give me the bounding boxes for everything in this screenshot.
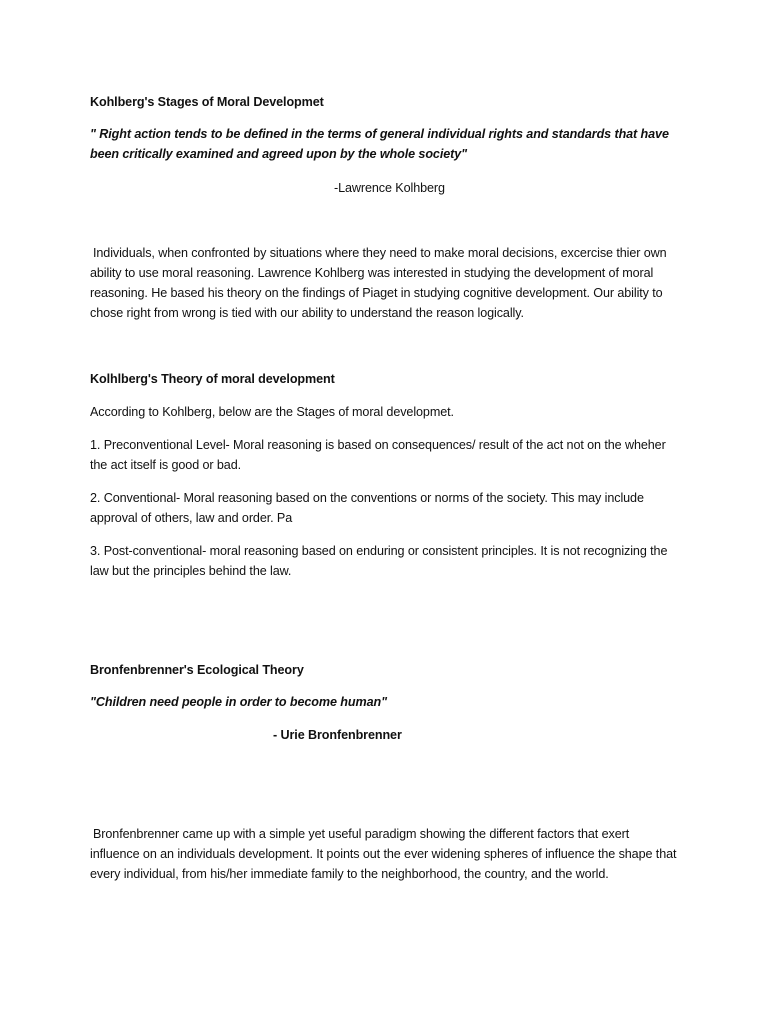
stages-intro: According to Kohlberg, below are the Stages of moral developmet.: [90, 405, 454, 419]
kohlberg-theory-heading: Kolhlberg's Theory of moral development: [90, 372, 335, 386]
bronfenbrenner-quote: "Children need people in order to become human": [90, 695, 387, 709]
kohlberg-intro-paragraph: Individuals, when confronted by situations where they need to make moral decisions, excercise thier own ability to use moral reasoning. Lawrence Kohlberg was interested in studying the development of moral reasoning. He based his theory on the findings of Piaget in studying cognitive development. Our ability to chose right from wrong is tied with our ability to understand the reason logically.: [90, 246, 667, 320]
bronfenbrenner-heading: Bronfenbrenner's Ecological Theory: [90, 663, 304, 677]
stage-item-post-conventional: 3. Post-conventional- moral reasoning based on enduring or consistent principles. It is not recognizing the law but the principles behind the law.: [90, 544, 668, 578]
kohlberg-quote: " Right action tends to be defined in the terms of general individual rights and standards that have been critically examined and agreed upon by the whole society": [90, 127, 669, 161]
bronfenbrenner-body-paragraph: Bronfenbrenner came up with a simple yet useful paradigm showing the different factors that exert influence on an individuals development. It points out the ever widening spheres of influence the shape that every individual, from his/her immediate family to the neighborhood, the country, and the world.: [90, 827, 677, 881]
kohlberg-attribution: -Lawrence Kolhberg: [334, 181, 445, 195]
kohlberg-heading: Kohlberg's Stages of Moral Developmet: [90, 95, 324, 109]
stage-item-conventional: 2. Conventional- Moral reasoning based on the conventions or norms of the society. This may include approval of others, law and order. Pa: [90, 491, 644, 525]
bronfenbrenner-attribution: - Urie Bronfenbrenner: [273, 728, 402, 742]
stage-item-preconventional: 1. Preconventional Level- Moral reasoning is based on consequences/ result of the act not on the wheher the act itself is good or bad.: [90, 438, 666, 472]
